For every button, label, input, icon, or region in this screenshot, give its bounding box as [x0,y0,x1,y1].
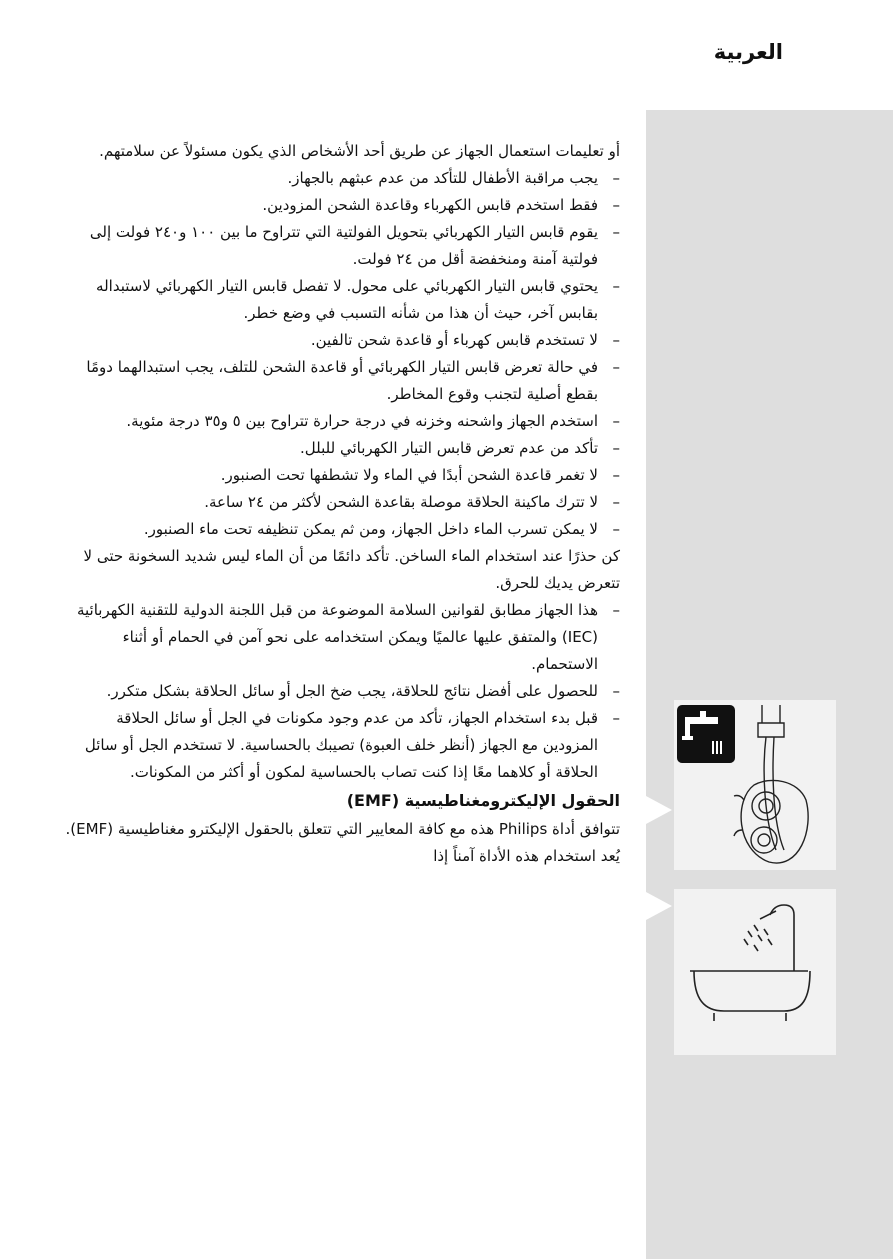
language-header: العربية [713,40,783,64]
bullet-text: لا تترك ماكينة الحلاقة موصلة بقاعدة الشحن لأكثر من ٢٤ ساعة. [204,493,598,511]
bullet-item [60,354,620,408]
bullet-item [60,273,620,327]
bullet-item [60,192,620,219]
bullet-dash: – [612,520,620,538]
bullet-dash: – [612,412,620,430]
bullet-dash: – [612,331,620,349]
bullet-text: يحتوي قابس التيار الكهربائي على محول. لا تفصل قابس التيار الكهربائي لاستبداله بقابس آخر، حيث أن هذا من شأنه التسبب في وضع خطر. [96,277,598,322]
bullet-dash: – [612,709,620,727]
bullet-item [60,489,620,516]
bullet-dash: – [612,682,620,700]
bullet-item [60,219,620,273]
bullet-item [60,597,620,678]
bullet-text: لا تغمر قاعدة الشحن أبدًا في الماء ولا تشطفها تحت الصنبور. [220,466,598,484]
bullet-text: فقط استخدم قابس الكهرباء وقاعدة الشحن المزودين. [262,196,598,214]
safety-bullet-list [60,165,620,543]
bullet-item [60,705,620,786]
intro-paragraph: أو تعليمات استعمال الجهاز عن طريق أحد الأشخاص الذي يكون مسئولاً عن سلامتهم. [99,142,620,160]
document-body [60,138,620,870]
bullet-text: تأكد من عدم تعرض قابس التيار الكهربائي للبلل. [300,439,598,457]
bullet-item [60,678,620,705]
tap-water-icon [677,705,735,763]
bullet-text: يجب مراقبة الأطفال للتأكد من عدم عبثهم بالجهاز. [287,169,598,187]
shaver-rinse-illustration [674,700,836,870]
bullet-dash: – [612,169,620,187]
bullet-text: يقوم قابس التيار الكهربائي بتحويل الفولتية التي تتراوح ما بين ١٠٠ و٢٤٠ فولت إلى فولتية آمنة ومنخفضة أقل من ٢٤ فولت. [89,223,598,268]
bullet-text: في حالة تعرض قابس التيار الكهربائي أو قاعدة الشحن للتلف، يجب استبدالهما دومًا بقطع أصلية لتجنب وقوع المخاطر. [86,358,598,403]
hot-water-warning: كن حذرًا عند استخدام الماء الساخن. تأكد دائمًا من أن الماء ليس شديد السخونة حتى لا تتعرض يديك للحرق. [83,547,620,592]
bullet-dash: – [612,223,620,241]
bullet-dash: – [612,439,620,457]
bullet-item [60,435,620,462]
bullet-dash: – [612,196,620,214]
illustration-pointer [646,892,672,920]
bullet-dash: – [612,601,620,619]
bullet-item [60,327,620,354]
margin-sidebar [646,110,893,1259]
bullet-text: للحصول على أفضل نتائج للحلاقة، يجب ضخ الجل أو سائل الحلاقة بشكل متكرر. [106,682,598,700]
emf-section-title: الحقول الإليكترومغناطيسية (EMF) [346,791,620,810]
illustration-pointer [646,796,672,824]
bullet-text: استخدم الجهاز واشحنه وخزنه في درجة حرارة تتراوح بين ٥ و٣٥ درجة مئوية. [126,412,598,430]
bullet-item [60,516,620,543]
bullet-text: لا تستخدم قابس كهرباء أو قاعدة شحن تالفين. [310,331,598,349]
bullet-dash: – [612,277,620,295]
bullet-dash: – [612,493,620,511]
bathroom-bullet-list [60,597,620,786]
emf-paragraph: تتوافق أداة Philips هذه مع كافة المعايير التي تتعلق بالحقول الإليكترو مغناطيسية (EMF). يُعد استخدام هذه الأداة آمناً إذا [65,820,620,865]
bullet-text: هذا الجهاز مطابق لقوانين السلامة الموضوعة من قبل اللجنة الدولية للتقنية الكهربائية (IEC) والمتفق عليها عالميًا ويمكن استخدامه على نحو آمن في الحمام أو أثناء الاستحمام. [76,601,598,673]
bathtub-shower-icon [690,905,810,1021]
bathtub-illustration [674,889,836,1055]
bullet-text: لا يمكن تسرب الماء داخل الجهاز، ومن ثم يمكن تنظيفه تحت ماء الصنبور. [143,520,598,538]
bullet-dash: – [612,466,620,484]
shaver-under-tap-illustration [734,705,808,863]
bullet-item [60,165,620,192]
bullet-text: قبل بدء استخدام الجهاز، تأكد من عدم وجود مكونات في الجل أو سائل الحلاقة المزودين مع الجهاز (أنظر خلف العبوة) تصيبك بالحساسية. لا تستخدم الجل أو سائل الحلاقة أو كلاهما معًا إذا كنت تصاب بالحساسية لمكون أو أكثر من المكونات. [84,709,598,781]
bullet-item [60,462,620,489]
bullet-item [60,408,620,435]
bullet-dash: – [612,358,620,376]
